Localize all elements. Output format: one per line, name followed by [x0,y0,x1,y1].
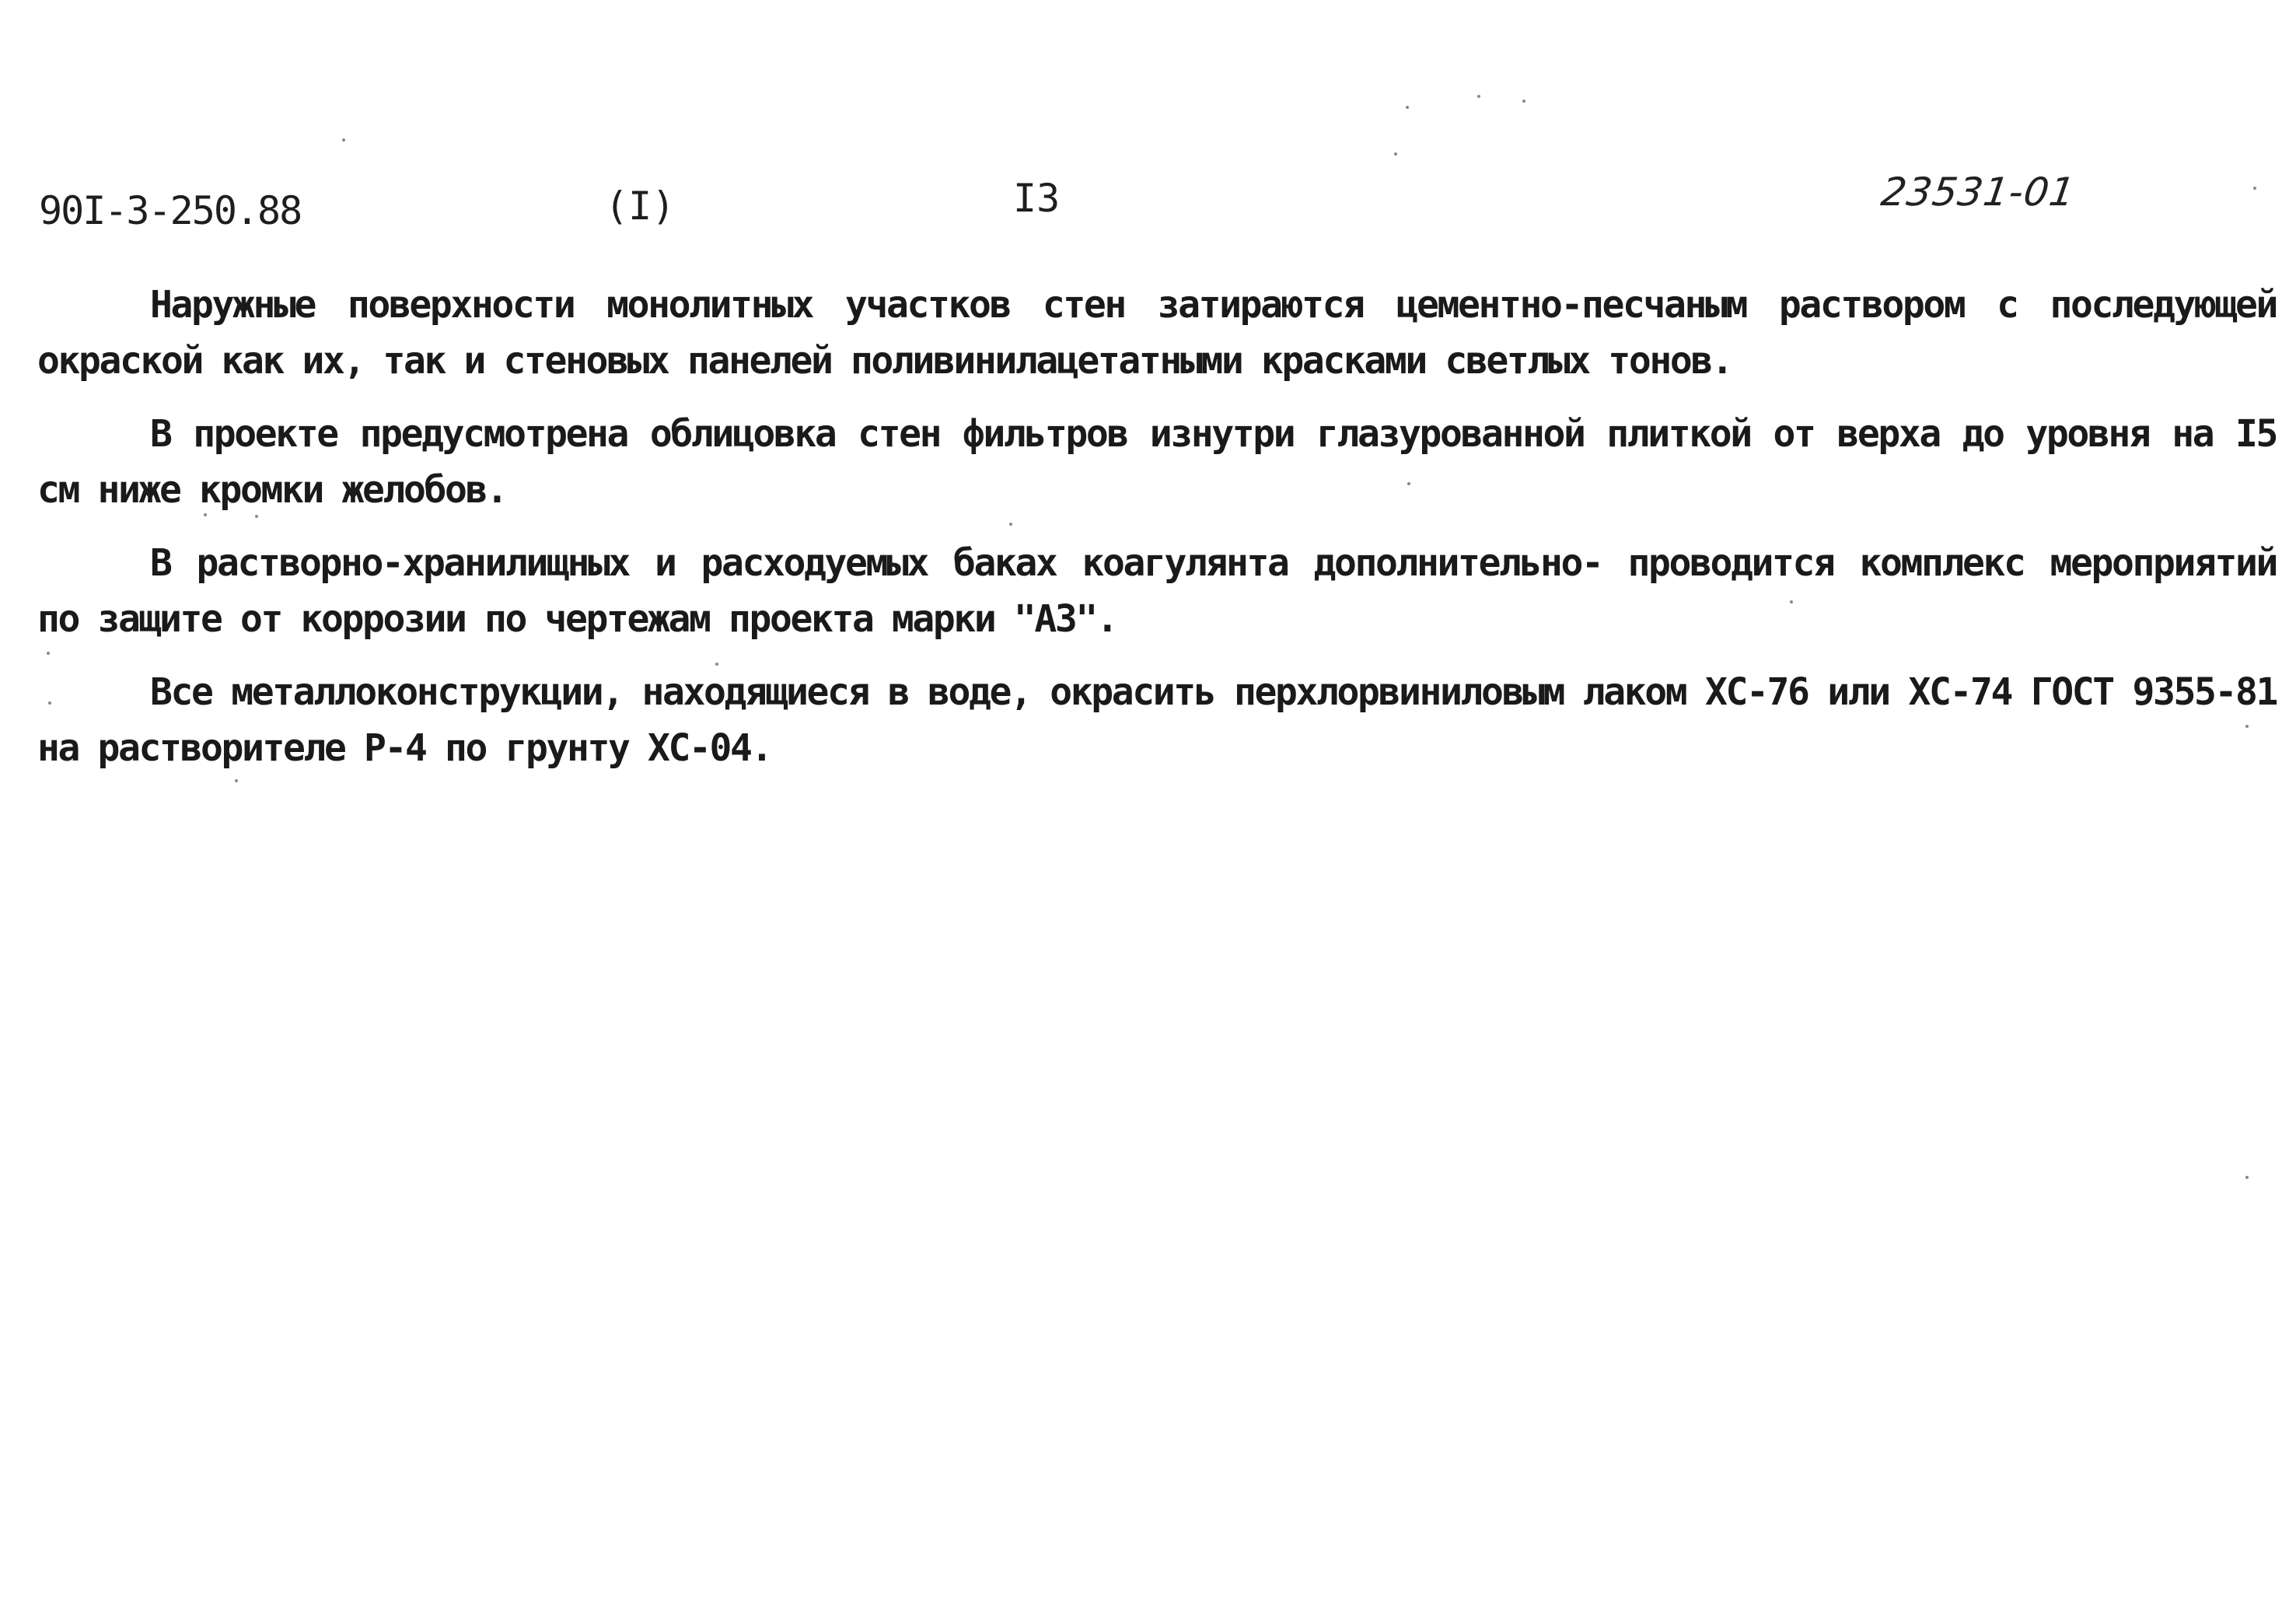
scan-speck [1407,482,1410,485]
paragraph-metal-coating: Все металлоконструкции, находящиеся в воде, окрасить перхлорвиниловым лаком ХС-76 или ХС-74 ГОСТ 9355-81 на растворителе Р-4 по грунту ХС-04. [37,670,2277,770]
handwritten-registration-number: 23531-01 [1878,170,2078,215]
scan-speck [48,701,51,705]
scan-speck [2253,187,2256,190]
document-body [37,277,2277,793]
paragraph-exterior-finish: Наружные поверхности монолитных участков стен затираются цементно-песчаным раствором с последующей окраской как их, так и стеновых панелей поливинилацетатными красками светлых тонов. [37,283,2277,383]
scan-speck [715,663,718,666]
scan-speck [342,138,345,142]
scan-speck [1790,600,1793,603]
scan-speck [2245,725,2249,728]
scan-speck [1477,95,1480,98]
scan-speck [1522,100,1525,103]
scan-speck [1009,523,1012,526]
part-number: (I) [605,184,676,229]
scan-speck [235,779,238,782]
scan-speck [2245,1176,2249,1179]
scan-speck [204,513,207,516]
paragraph-tile-cladding: В проекте предусмотрена облицовка стен фильтров изнутри глазурованной плиткой от верха до уровня на I5 см ниже кромки желобов. [37,412,2277,512]
document-code: 90I-3-250.88 [39,188,302,233]
scan-speck [1406,106,1409,109]
paragraph-corrosion-protection: В растворно-хранилищных и расходуемых баках коагулянта дополнительно- проводится комплекс мероприятий по защите от коррозии по чертежам проекта марки "АЗ". [37,541,2277,641]
scan-speck [1394,152,1397,156]
scan-speck [255,515,258,518]
page-number: I3 [1013,176,1061,221]
scan-speck [47,652,50,655]
